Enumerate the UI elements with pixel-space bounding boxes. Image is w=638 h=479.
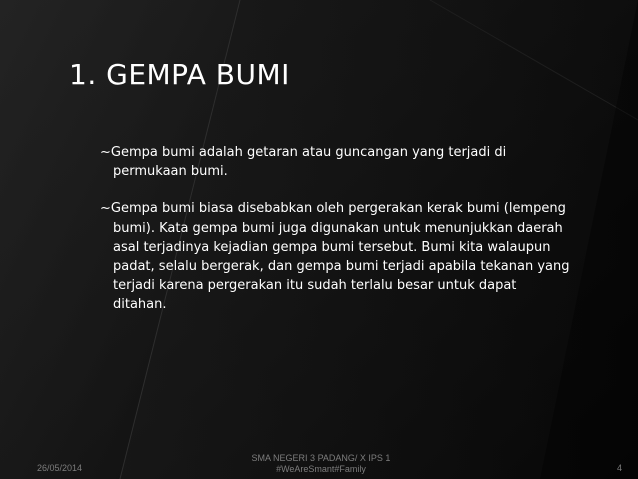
slide-title: 1. GEMPA BUMI (69, 58, 290, 91)
footer-date: 26/05/2014 (37, 463, 83, 473)
footer-school-line1: SMA NEGERI 3 PADANG/ X IPS 1 (251, 453, 391, 463)
paragraph-cause: ~Gempa bumi biasa disebabkan oleh pergerakan kerak bumi (lempeng bumi). Kata gempa bumi juga digunakan untuk menunjukkan daerah asal terjadinya kejadian gempa bumi tersebut. Bumi kita walaupun padat, selalu bergerak, dan gempa bumi terjadi apabila tekanan yang terjadi karena pergerakan itu sudah terlalu besar untuk dapat ditahan. (100, 201, 570, 313)
footer-school (238, 453, 404, 475)
page-number: 4 (617, 463, 623, 473)
slide-body (100, 143, 570, 333)
footer-school-line2: #WeAreSmant#Family (276, 464, 366, 474)
paragraph-definition: ~Gempa bumi adalah getaran atau guncangan yang terjadi di permukaan bumi. (100, 145, 507, 180)
